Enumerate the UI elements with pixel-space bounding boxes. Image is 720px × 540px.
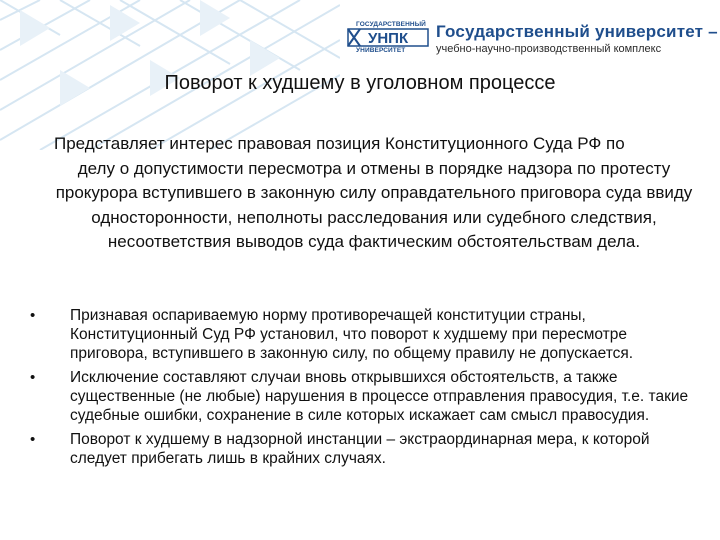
intro-paragraph: [54, 132, 694, 255]
bullet-text: Признавая оспариваемую норму противоречащей конституции страны, Конституционный Суд РФ установил, что поворот к худшему при пересмотре приговора, вступившего в законную силу, по общему правилу не допускается.: [70, 307, 634, 362]
bullet-list: [30, 306, 698, 473]
intro-continuation: делу о допустимости пересмотра и отмены в порядке надзора по протесту прокурора вступившего в законную силу оправдательного приговора суда ввиду односторонности, неполноты расследования или судебного следствия, несоответствия выводов суда фактическим обстоятельствам дела.: [55, 158, 693, 251]
bullet-marker: •: [30, 369, 36, 386]
university-emblem: [346, 20, 430, 56]
bullet-text: Исключение составляют случаи вновь открывшихся обстоятельств, а также существенные (не любые) нарушения в процессе отправления правосудия, т.е. такие судебные ошибки, сохранение в силе которых искажает сам смысл правосудия.: [70, 369, 689, 424]
university-name: Государственный университет –: [436, 21, 718, 41]
list-item: [30, 430, 698, 468]
emblem-bottom-text: УНИВЕРСИТЕТ: [356, 47, 406, 54]
slide-title: Поворот к худшему в уголовном процессе: [164, 72, 556, 94]
bullet-marker: •: [30, 307, 36, 324]
university-logo: [346, 12, 718, 64]
list-item: [30, 306, 698, 363]
list-item: [30, 368, 698, 425]
university-subtitle: учебно-научно-производственный комплекс: [436, 42, 662, 55]
bullet-marker: •: [30, 431, 36, 448]
bullet-text: Поворот к худшему в надзорной инстанции – экстраординарная мера, к которой следует прибегать лишь в крайних случаях.: [70, 431, 650, 467]
svg-text:УНПК: УНПК: [368, 30, 409, 47]
emblem-top-text: ГОСУДАРСТВЕННЫЙ: [356, 21, 426, 28]
intro-first-line: Представляет интерес правовая позиция Конституционного Суда РФ по: [54, 134, 625, 153]
